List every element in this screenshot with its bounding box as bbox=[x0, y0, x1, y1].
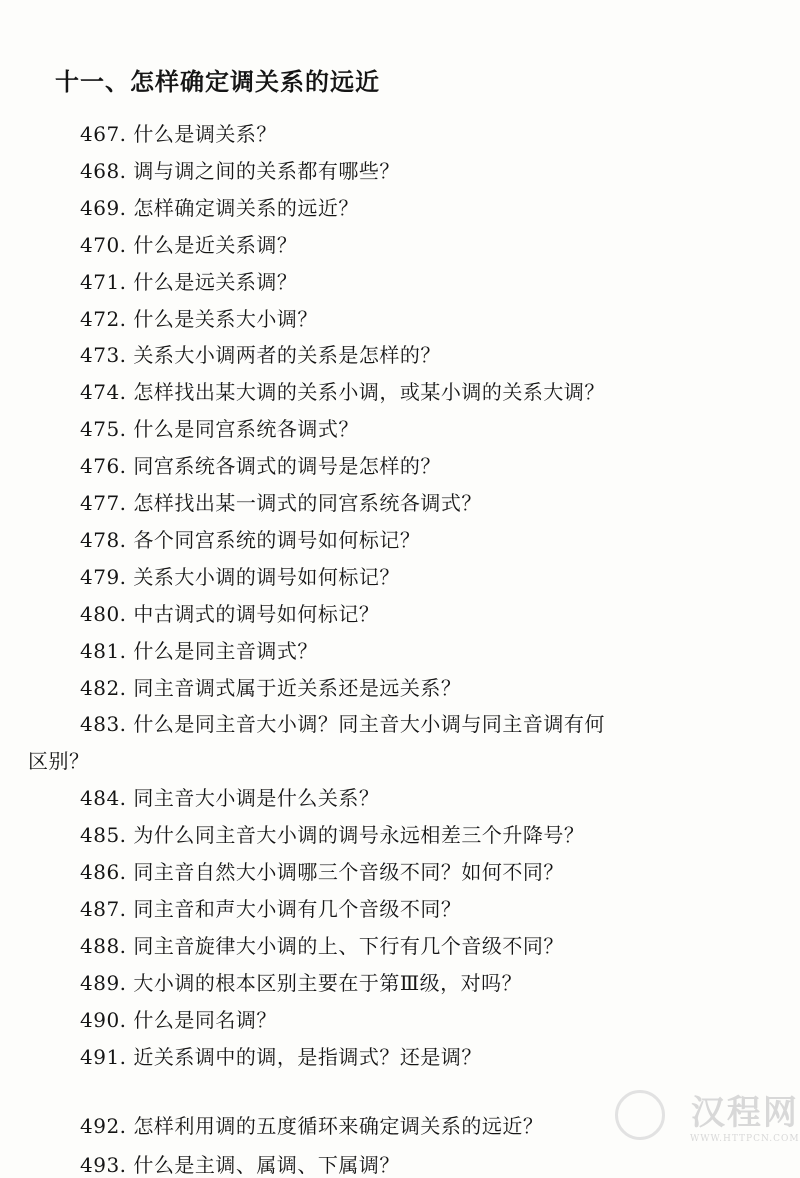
question-item: 469. 怎样确定调关系的远近？ bbox=[80, 195, 359, 220]
question-item: 489. 大小调的根本区别主要在于第Ⅲ级，对吗？ bbox=[80, 970, 523, 995]
question-item: 477. 怎样找出某一调式的同宫系统各调式？ bbox=[80, 491, 482, 515]
question-continuation: 区别？ bbox=[28, 749, 90, 774]
watermark-logo-icon bbox=[615, 1090, 665, 1140]
question-item: 487. 同主音和声大小调有几个音级不同？ bbox=[80, 896, 462, 921]
question-item: 480. 中古调式的调号如何标记？ bbox=[80, 601, 380, 626]
question-item: 467. 什么是调关系？ bbox=[80, 122, 277, 146]
question-item: 484. 同主音大小调是什么关系？ bbox=[80, 786, 380, 811]
question-item: 479. 关系大小调的调号如何标记？ bbox=[80, 564, 400, 589]
question-item: 475. 什么是同宫系统各调式？ bbox=[80, 417, 359, 442]
question-item: 470. 什么是近关系调？ bbox=[80, 232, 298, 257]
question-item: 471. 什么是远关系调？ bbox=[80, 269, 298, 294]
question-item: 491. 近关系调中的调，是指调式？还是调？ bbox=[80, 1044, 482, 1069]
watermark-url: WWW.HTTPCN.COM bbox=[690, 1134, 800, 1144]
question-item: 485. 为什么同主音大小调的调号永远相差三个升降号？ bbox=[80, 823, 585, 848]
question-item: 468. 调与调之间的关系都有哪些？ bbox=[80, 158, 400, 183]
question-item: 481. 什么是同主音调式？ bbox=[80, 638, 318, 663]
question-item: 478. 各个同宫系统的调号如何标记？ bbox=[80, 527, 421, 552]
question-item: 493. 什么是主调、属调、下属调？ bbox=[80, 1153, 400, 1177]
question-item: 472. 什么是关系大小调？ bbox=[80, 306, 318, 331]
question-item: 482. 同主音调式属于近关系还是远关系？ bbox=[80, 675, 462, 700]
question-item: 486. 同主音自然大小调哪三个音级不同？如何不同？ bbox=[80, 860, 564, 884]
question-item: 492. 怎样利用调的五度循环来确定调关系的远近？ bbox=[80, 1114, 544, 1138]
question-item: 490. 什么是同名调？ bbox=[80, 1007, 277, 1032]
section-title: 十一、怎样确定调关系的远近 bbox=[55, 67, 380, 96]
question-item: 473. 关系大小调两者的关系是怎样的？ bbox=[80, 343, 441, 368]
question-item: 483. 什么是同主音大小调？同主音大小调与同主音调有何 bbox=[80, 712, 605, 737]
watermark-name: 汉程网 bbox=[690, 1093, 799, 1133]
question-item: 476. 同宫系统各调式的调号是怎样的？ bbox=[80, 454, 441, 479]
question-item: 474. 怎样找出某大调的关系小调，或某小调的关系大调？ bbox=[80, 380, 605, 405]
watermark bbox=[690, 1085, 800, 1144]
question-item: 488. 同主音旋律大小调的上、下行有几个音级不同？ bbox=[80, 933, 564, 958]
